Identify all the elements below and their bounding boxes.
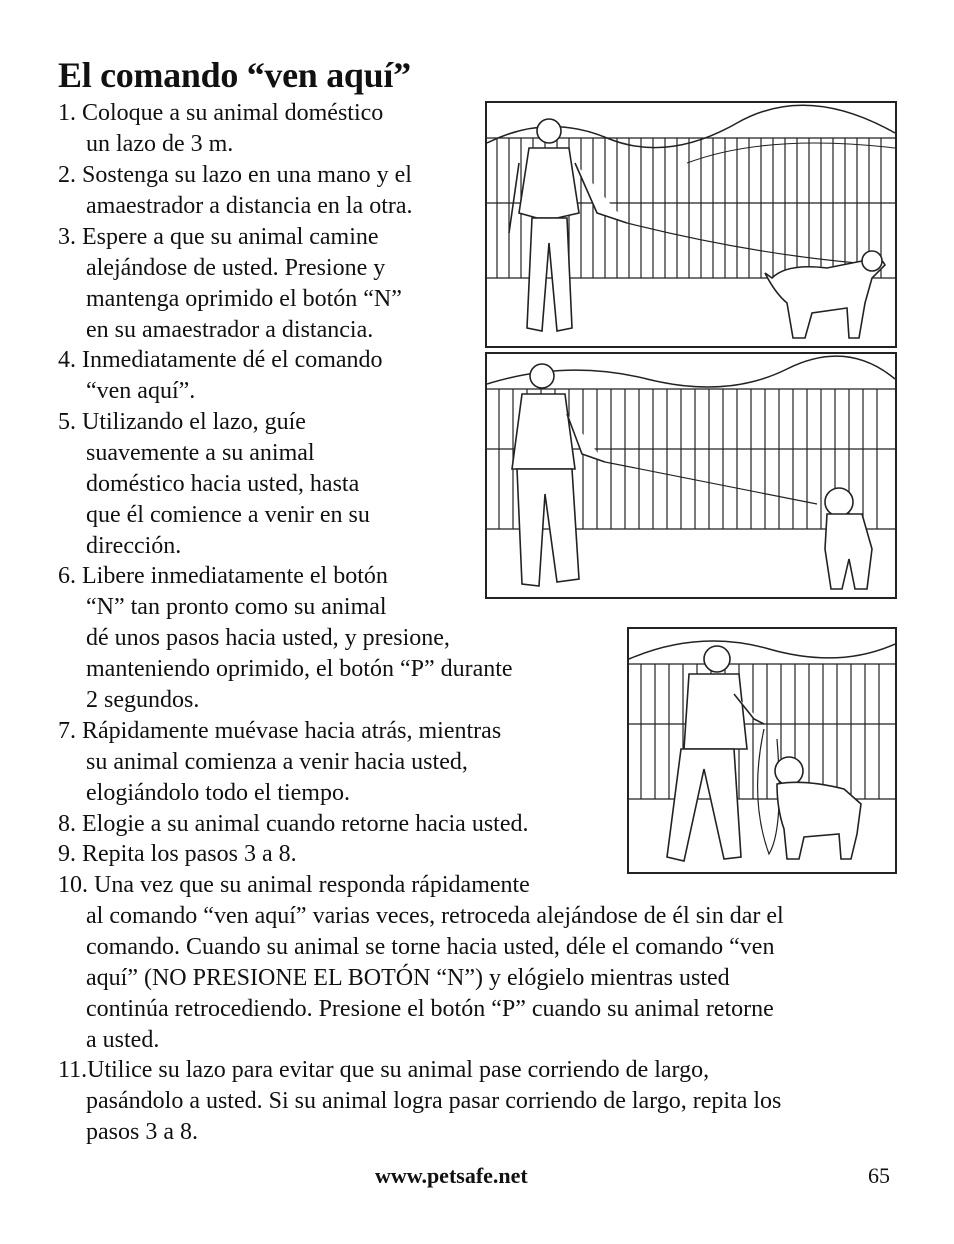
instruction-line: doméstico hacia usted, hasta (86, 471, 360, 497)
instruction-line: 2 segundos. (86, 687, 200, 713)
footer-url: www.petsafe.net (375, 1163, 528, 1188)
instruction-line: un lazo de 3 m. (86, 131, 234, 157)
instruction-line: 7. Rápidamente muévase hacia atrás, mientras (58, 718, 502, 744)
page-title: El comando “ven aquí” (58, 55, 411, 95)
instruction-line: “N” tan pronto como su animal (86, 594, 387, 620)
instruction-line: su animal comienza a venir hacia usted, (86, 749, 468, 775)
instruction-line: pasándolo a usted. Si su animal logra pasar corriendo de largo, repita los (86, 1088, 782, 1114)
instruction-line: “ven aquí”. (86, 378, 196, 404)
instruction-line: mantenga oprimido el botón “N” (86, 286, 402, 312)
instruction-line: suavemente a su animal (86, 440, 315, 466)
instruction-line: que él comience a venir en su (86, 502, 370, 528)
instruction-line: amaestrador a distancia en la otra. (86, 193, 413, 219)
instruction-line: 3. Espere a que su animal camine (58, 224, 379, 250)
instruction-line: manteniendo oprimido, el botón “P” durante (86, 656, 513, 682)
illustration-dog-walking-away (485, 101, 897, 348)
instruction-line: a usted. (86, 1027, 160, 1053)
illustration-guiding-dog (485, 352, 897, 599)
instruction-line: 1. Coloque a su animal doméstico (58, 100, 384, 126)
instruction-line: 9. Repita los pasos 3 a 8. (58, 841, 297, 867)
instruction-line: dé unos pasos hacia usted, y presione, (86, 625, 450, 651)
instruction-line: aquí” (NO PRESIONE EL BOTÓN “N”) y elógielo mientras usted (86, 965, 730, 991)
instruction-line: en su amaestrador a distancia. (86, 317, 374, 343)
instruction-line: continúa retrocediendo. Presione el botón “P” cuando su animal retorne (86, 996, 774, 1022)
instruction-line: elogiándolo todo el tiempo. (86, 780, 350, 806)
instruction-line: 10. Una vez que su animal responda rápidamente (58, 872, 530, 898)
instruction-line: alejándose de usted. Presione y (86, 255, 386, 281)
instruction-line: 2. Sostenga su lazo en una mano y el (58, 162, 412, 188)
instruction-line: 6. Libere inmediatamente el botón (58, 563, 388, 589)
instruction-line: dirección. (86, 533, 182, 559)
instruction-line: 4. Inmediatamente dé el comando (58, 347, 383, 373)
instruction-line: comando. Cuando su animal se torne hacia usted, déle el comando “ven (86, 934, 775, 960)
instruction-line: al comando “ven aquí” varias veces, retroceda alejándose de él sin dar el (86, 903, 784, 929)
instruction-line: 11.Utilice su lazo para evitar que su animal pase corriendo de largo, (58, 1057, 710, 1083)
page-number: 65 (868, 1163, 890, 1188)
instruction-line: 8. Elogie a su animal cuando retorne hacia usted. (58, 811, 529, 837)
instruction-line: 5. Utilizando el lazo, guíe (58, 409, 306, 435)
illustration-praising-dog (627, 627, 897, 874)
instruction-line: pasos 3 a 8. (86, 1119, 198, 1145)
